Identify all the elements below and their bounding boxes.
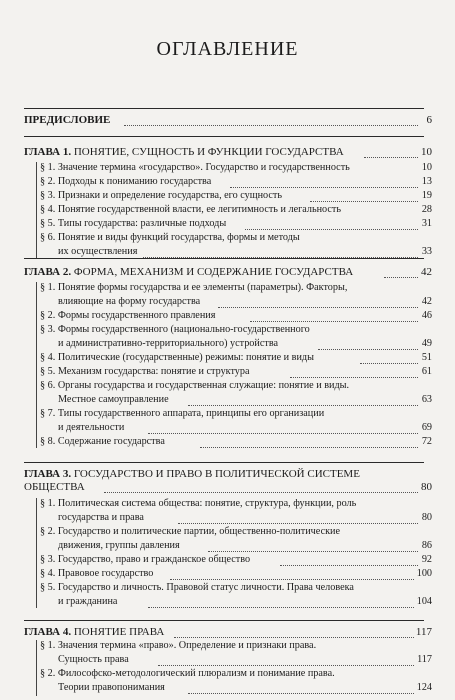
toc-item: § 8. Содержание государства [40, 436, 165, 447]
toc-item: Теории правопонимания [58, 682, 165, 693]
chapter-prefix: ГЛАВА 3. [24, 468, 72, 480]
toc-item: § 3. Признаки и определение государства, его сущность [40, 190, 282, 201]
toc-item: § 2. Государство и политические партии, общественно-политические [40, 526, 341, 537]
toc-item: и гражданина [58, 596, 118, 607]
chapter-prefix: ГЛАВА 2. [24, 266, 72, 278]
chapter-prefix: ГЛАВА 1. [24, 146, 72, 158]
section-rule [36, 498, 37, 608]
toc-item: § 4. Политические (государственные) режимы: понятие и виды [40, 352, 314, 363]
book-page: ОГЛАВЛЕНИЕ ПРЕДИСЛОВИЕ 6 ГЛАВА 1. ПОНЯТИЕ, СУЩНОСТЬ И ФУНКЦИИ ГОСУДАРСТВА 10 § 1. Значение термина «государство». Государство и государственность 10 § 2. Подходы к пониманию государства 13 § 3. Признаки и определение государства, его сущность 19 § 4. Понятие государственной власти, ее легитимность и легальность 28 § 5. Типы государства: различные подходы 31 § 6. Понятие и виды функций государства, формы и методы их осуществления 33 ГЛАВА 2. ФОРМА, МЕХАНИЗМ И СОДЕРЖАНИЕ ГОСУДАРСТВА 42 § 1. Понятие формы государства и ее элементы (параметры). Факторы, влияющие на форму государства 42 § 2. Формы государственного правления 46 § 3. Формы государственного (национально-государственного и административно-территориального) устройства 49 § 4. Политические (государственные) режимы: понятие и виды 51 § 5. Механизм государства: понятие и структура 61 § 6. Органы государства и государственная служащие: понятие и виды. Местное самоуправление 63 § 7. Типы государственного аппарата, принципы его организации и деятельности 69 § 8. Содержание государства 72 ГЛАВА 3. ГОСУДАРСТВО И ПРАВО В ПОЛИТИЧЕСКОЙ СИСТЕМЕ ОБЩЕСТВА 80 § 1. Политическая система общества: понятие, структура, функции, роль государства и права 80 § 2. Государство и политические партии, общественно-политические движения, группы давления 86 § 3. Государство, право и гражданское общество 92 § 4. Правовое государство 100 § 5. Государство и личность. Правовой статус личности. Права человека и гражданина 104 ГЛАВА 4. ПОНЯТИЕ ПРАВА 117 § 1. Значения термина «право». Определение и признаки права. Сущность права 117 § 2. Философско-методологический плюрализм и понимание права. Теории правопонимания 124 [0, 0, 455, 700]
chapter-page: 10 [421, 146, 432, 158]
toc-item: § 4. Понятие государственной власти, ее легитимность и легальность [40, 204, 342, 215]
toc-item: Сущность права [58, 654, 129, 665]
toc-item: § 5. Механизм государства: понятие и структура [40, 366, 250, 377]
toc-item: государства и права [58, 512, 144, 523]
toc-item: § 7. Типы государственного аппарата, принципы его организации [40, 408, 325, 419]
separator [24, 258, 424, 259]
chapter-title: ФОРМА, МЕХАНИЗМ И СОДЕРЖАНИЕ ГОСУДАРСТВА [73, 266, 354, 278]
toc-item: § 3. Формы государственного (национально-государственного [40, 324, 310, 335]
toc-item: § 6. Понятие и виды функций государства, формы и методы [40, 232, 300, 243]
chapter-title: ПОНЯТИЕ ПРАВА [73, 626, 165, 638]
toc-item: § 3. Государство, право и гражданское общество [40, 554, 251, 565]
toc-item: § 4. Правовое государство [40, 568, 154, 579]
page-title: ОГЛАВЛЕНИЕ [156, 38, 299, 60]
separator [24, 462, 424, 463]
chapter-page: 80 [421, 481, 432, 493]
toc-item: § 2. Философско-методологический плюрализм и понимание права. [40, 668, 335, 679]
toc-item: § 5. Типы государства: различные подходы [40, 218, 227, 229]
toc-item: § 1. Значение термина «государство». Государство и государственность [40, 162, 350, 173]
toc-item: § 1. Политическая система общества: понятие, структура, функции, роль [40, 498, 357, 509]
preface-page: 6 [426, 114, 432, 126]
chapter-title: ПОНЯТИЕ, СУЩНОСТЬ И ФУНКЦИИ ГОСУДАРСТВА [73, 146, 344, 158]
toc-item: Местное самоуправление [58, 394, 169, 405]
separator [24, 620, 424, 621]
section-rule [36, 640, 37, 696]
chapter-title-cont: ОБЩЕСТВА [24, 481, 85, 493]
separator [24, 136, 424, 137]
toc-item: § 1. Понятие формы государства и ее элементы (параметры). Факторы, [40, 282, 348, 293]
toc-item: § 2. Формы государственного правления [40, 310, 216, 321]
toc-item: § 5. Государство и личность. Правовой статус личности. Права человека [40, 582, 354, 593]
toc-item: и деятельности [58, 422, 125, 433]
toc-item: § 2. Подходы к пониманию государства [40, 176, 212, 187]
chapter-title: ГОСУДАРСТВО И ПРАВО В ПОЛИТИЧЕСКОЙ СИСТЕМЕ [73, 468, 360, 480]
chapter-prefix: ГЛАВА 4. [24, 626, 72, 638]
chapter-page: 42 [421, 266, 432, 278]
toc-item: и административно-территориального) устройства [58, 338, 279, 349]
toc-item: § 6. Органы государства и государственная служащие: понятие и виды. [40, 380, 350, 391]
preface-label: ПРЕДИСЛОВИЕ [24, 114, 111, 126]
toc-item: их осуществления [58, 246, 138, 257]
toc-item: влияющие на форму государства [58, 296, 201, 307]
chapter-page: 117 [415, 626, 432, 638]
section-rule [36, 162, 37, 258]
separator [24, 108, 424, 109]
toc-item: движения, группы давления [58, 540, 180, 551]
section-rule [36, 282, 37, 448]
toc-item: § 1. Значения термина «право». Определение и признаки права. [40, 640, 317, 651]
